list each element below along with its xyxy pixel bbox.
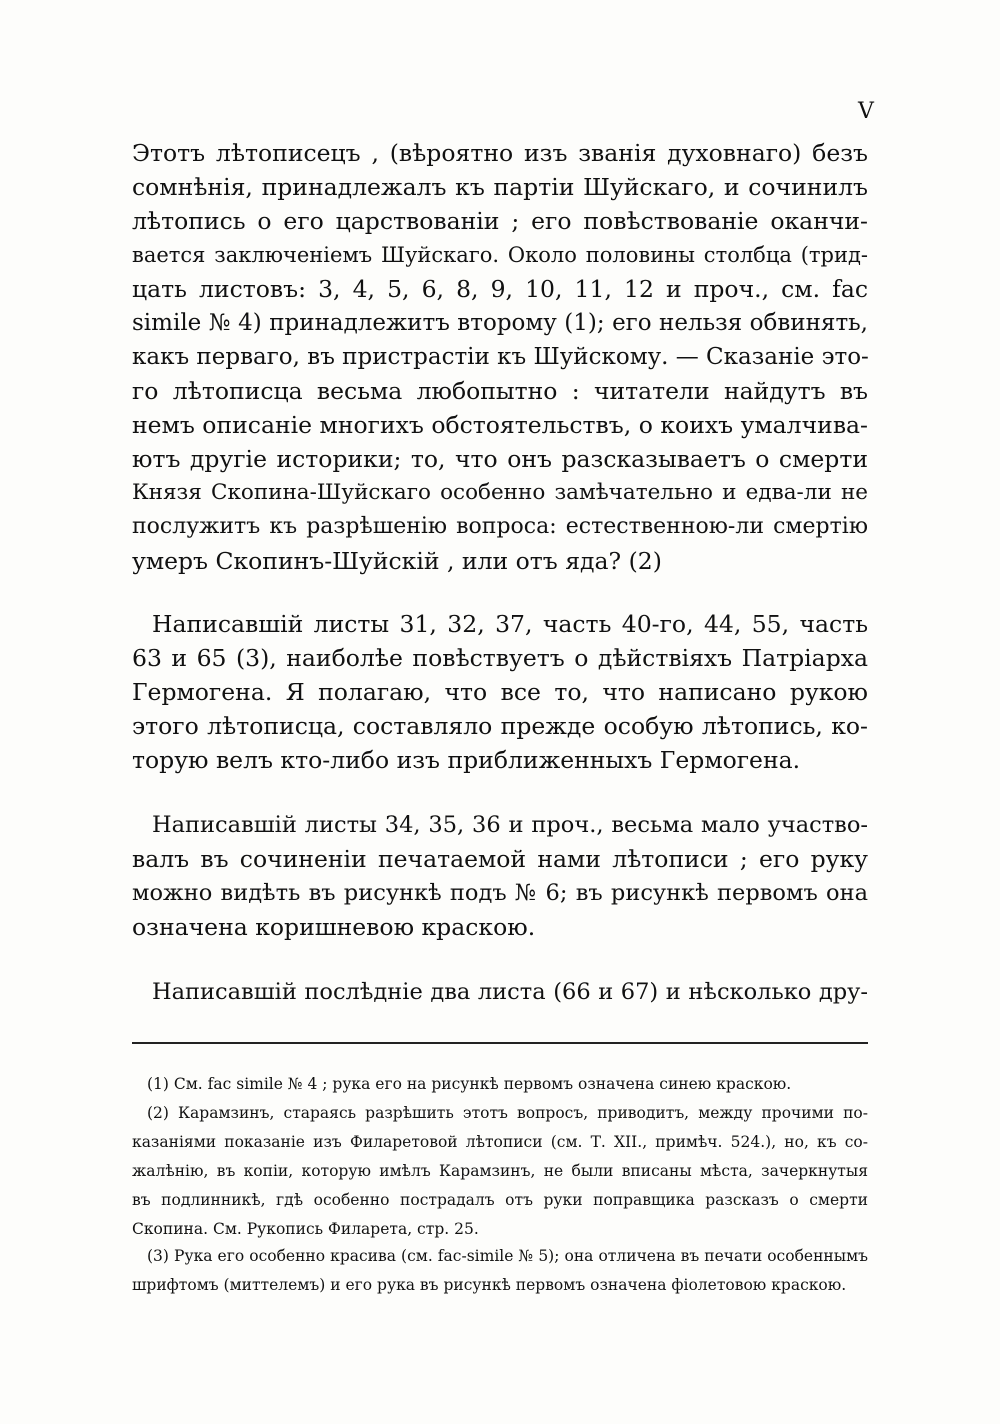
body-text-line: торую велъ кто-либо изъ приближенныхъ Гермогена. (132, 746, 801, 774)
body-text-line: вается заключеніемъ Шуйскаго. Около половины столбца (трид- (132, 243, 868, 267)
footnote-line: (1) См. fac simile № 4 ; рука его на рисункѣ первомъ означена синею краскою. (147, 1075, 792, 1093)
body-text-line: Написавшій послѣдніе два листа (66 и 67) и нѣсколько дру- (152, 979, 868, 1005)
body-text-line: означена коришневою краскою. (132, 913, 536, 941)
body-text-line: умеръ Скопинъ-Шуйскій , или отъ яда? (2) (132, 547, 662, 575)
footnote-line: казаніями показаніе изъ Филаретовой лѣтописи (см. Т. XII., примѣч. 524.), но, къ со- (132, 1133, 868, 1151)
body-text-line: этого лѣтописца, составляло прежде особую лѣтопись, ко- (132, 712, 868, 740)
body-text-line: Гермогена. Я полагаю, что все то, что написано рукою (132, 678, 868, 706)
footnote-line: (3) Рука его особенно красива (см. fac-simile № 5); она отличена въ печати особеннымъ (147, 1247, 868, 1265)
body-text-line: валъ въ сочиненіи печатаемой нами лѣтописи ; его руку (132, 845, 868, 873)
body-text-line: Написавшій листы 34, 35, 36 и проч., весьма мало участво- (152, 812, 868, 838)
body-text-line: simile № 4) принадлежитъ второму (1); его нельзя обвинять, (132, 310, 868, 336)
body-text-line: можно видѣть въ рисункѣ подъ № 6; въ рисункѣ первомъ она (132, 880, 868, 906)
footnote-line: жалѣнію, въ копіи, которую имѣлъ Карамзинъ, не были вписаны мѣста, зачеркнутыя (132, 1162, 868, 1180)
body-text-line: цать листовъ: 3, 4, 5, 6, 8, 9, 10, 11, 12 и проч., см. fac (132, 275, 868, 303)
body-text-line: го лѣтописца весьма любопытно : читатели найдутъ въ (132, 377, 868, 405)
body-text-line: Этотъ лѣтописецъ , (вѣроятно изъ званія духовнаго) безъ (132, 139, 868, 167)
body-text-line: Князя Скопина-Шуйскаго особенно замѣчательно и едва-ли не (132, 480, 868, 505)
body-text-line: Написавшій листы 31, 32, 37, часть 40-го, 44, 55, часть (152, 610, 868, 638)
body-text-line: какъ перваго, въ пристрастіи къ Шуйскому. — Сказаніе это- (132, 344, 869, 370)
body-text-line: послужитъ къ разрѣшенію вопроса: естественною-ли смертію (132, 514, 868, 539)
body-text-line: лѣтопись о его царствованіи ; его повѣствованіе оканчи- (132, 207, 868, 235)
footnote-line: (2) Карамзинъ, стараясь разрѣшить этотъ вопросъ, приводитъ, между прочими по- (147, 1104, 868, 1122)
body-text-line: сомнѣнія, принадлежалъ къ партіи Шуйскаго, и сочинилъ (132, 173, 868, 201)
body-text-line: 63 и 65 (3), наиболѣе повѣствуетъ о дѣйствіяхъ Патріарха (132, 644, 868, 672)
footnote-line: шрифтомъ (миттелемъ) и его рука въ рисункѣ первомъ означена фіолетовою краскою. (132, 1276, 847, 1294)
body-text-line: немъ описаніе многихъ обстоятельствъ, о коихъ умалчива- (132, 411, 868, 439)
footnote-separator (132, 1042, 868, 1044)
footnote-line: Скопина. См. Рукопись Филарета, стр. 25. (132, 1220, 479, 1238)
page-number: V (858, 99, 874, 124)
footnote-line: въ подлинникѣ, гдѣ особенно пострадалъ отъ руки поправщика разсказъ о смерти (132, 1191, 868, 1209)
body-text-line: ютъ другіе историки; то, что онъ разсказываетъ о смерти (132, 445, 868, 473)
